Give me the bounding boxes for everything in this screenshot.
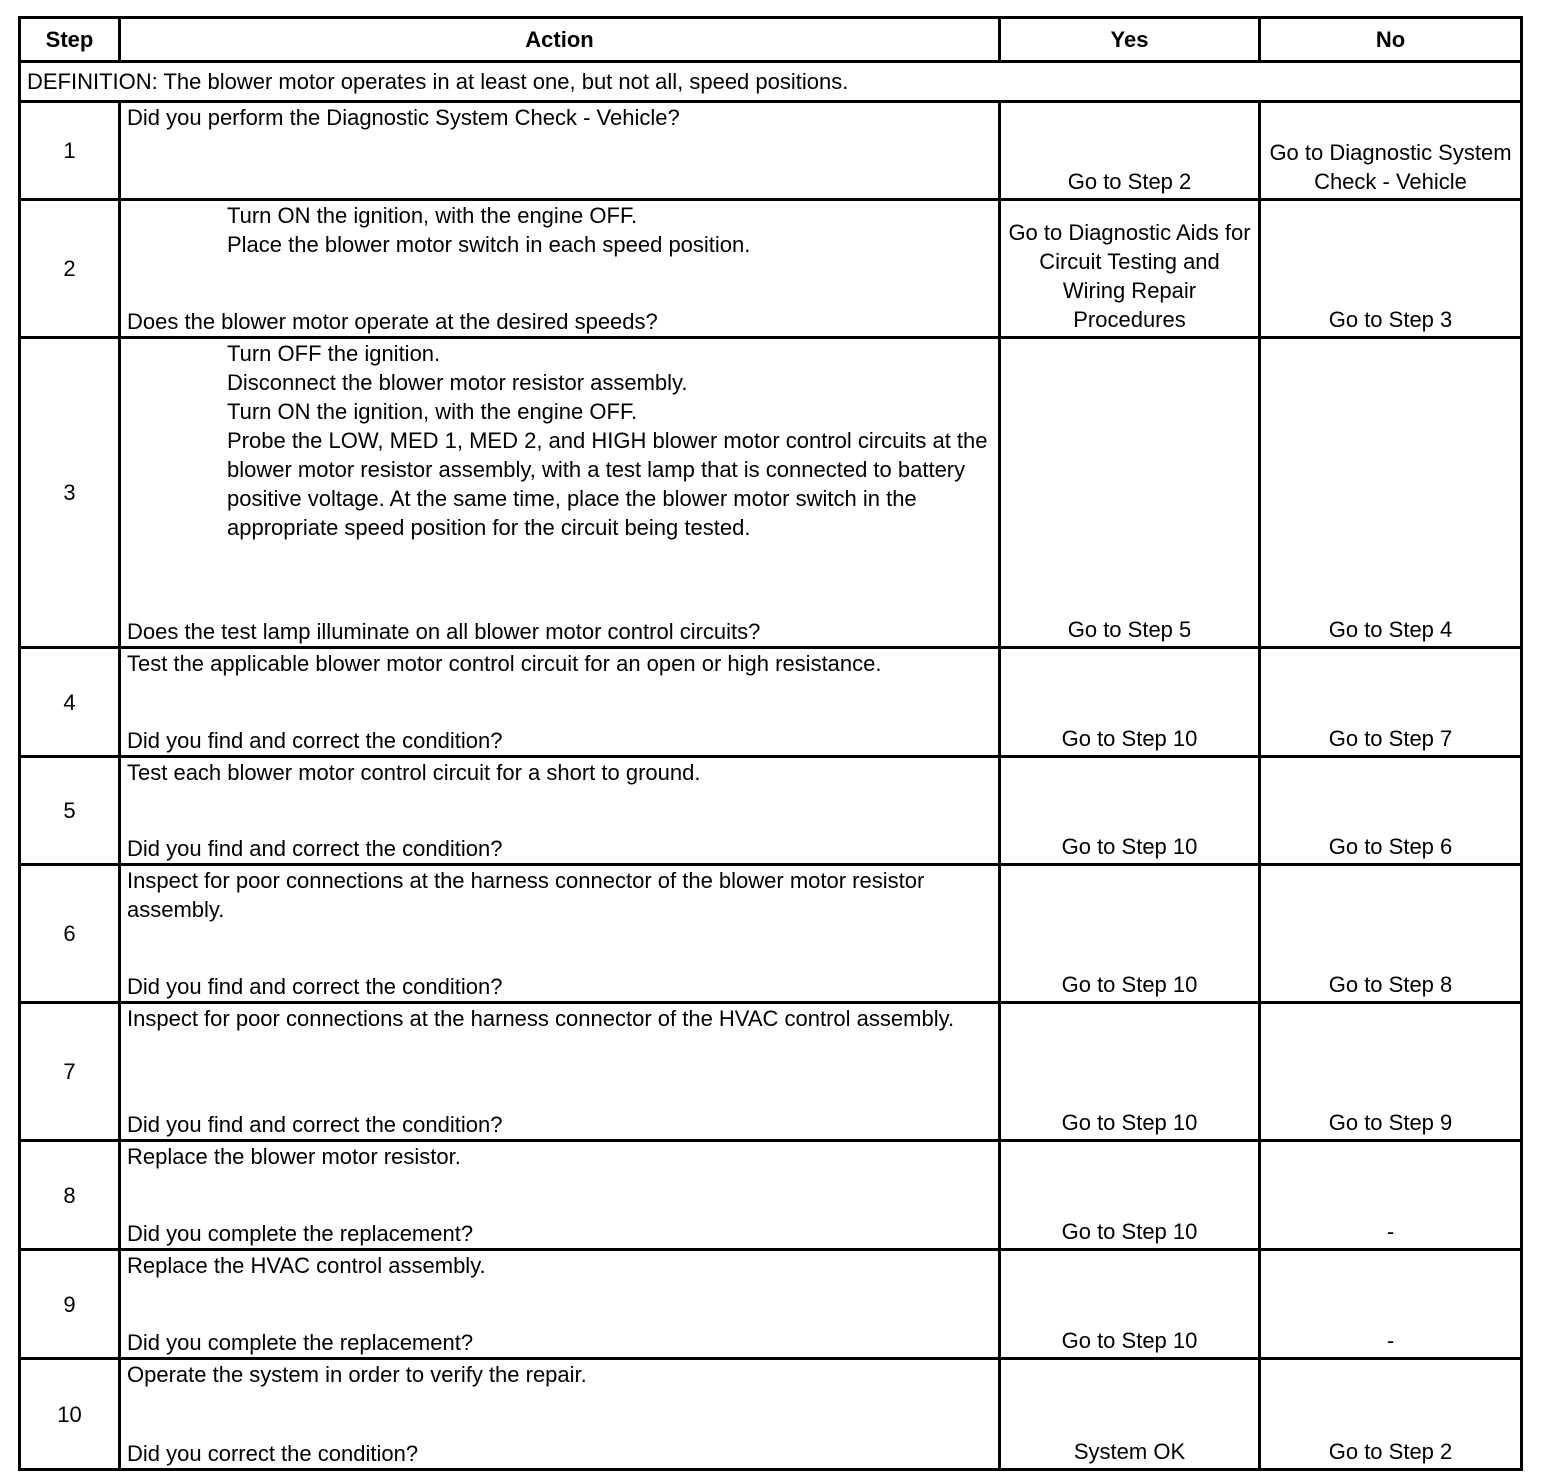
action-cell	[120, 102, 1000, 200]
action-cell	[120, 648, 1000, 757]
action-instructions	[127, 866, 992, 924]
instruction-text: Inspect for poor connections at the harness connector of the blower motor resistor assembly.	[127, 868, 925, 922]
action-question: Did you find and correct the condition?	[127, 728, 503, 753]
action-content	[127, 103, 992, 198]
table-row	[20, 1250, 1522, 1359]
yes-result: Go to Step 10	[1000, 1003, 1260, 1141]
no-result: -	[1260, 1250, 1522, 1359]
table-row	[20, 200, 1522, 338]
table-row	[20, 102, 1522, 200]
yes-result: Go to Step 10	[1000, 648, 1260, 757]
header-row	[20, 18, 1522, 62]
step-number: 3	[20, 338, 120, 648]
action-cell	[120, 1141, 1000, 1250]
instruction-step: Disconnect the blower motor resistor assembly.	[227, 370, 688, 395]
header-action: Action	[120, 18, 1000, 62]
action-question: Did you perform the Diagnostic System Check - Vehicle?	[127, 105, 680, 130]
action-cell	[120, 338, 1000, 648]
yes-result: Go to Step 10	[1000, 757, 1260, 865]
action-instructions	[127, 1004, 992, 1033]
no-result: Go to Step 3	[1260, 200, 1522, 338]
definition-text: DEFINITION: The blower motor operates in at least one, but not all, speed positions.	[20, 62, 1522, 102]
table-row	[20, 338, 1522, 648]
header-no: No	[1260, 18, 1522, 62]
no-result: Go to Step 4	[1260, 338, 1522, 648]
action-instructions	[127, 201, 992, 259]
diagnostic-table	[18, 16, 1523, 1471]
table-row	[20, 1359, 1522, 1470]
action-question: Did you find and correct the condition?	[127, 974, 503, 999]
no-result: Go to Diagnostic System Check - Vehicle	[1260, 102, 1522, 200]
action-content	[127, 1004, 992, 1139]
instruction-text: Replace the HVAC control assembly.	[127, 1253, 486, 1278]
action-instructions	[127, 103, 992, 132]
table-row	[20, 865, 1522, 1003]
step-number: 8	[20, 1141, 120, 1250]
action-content	[127, 339, 992, 646]
no-result: Go to Step 7	[1260, 648, 1522, 757]
action-question: Did you find and correct the condition?	[127, 1112, 503, 1137]
instruction-text: Operate the system in order to verify the repair.	[127, 1362, 587, 1387]
step-number: 1	[20, 102, 120, 200]
action-content	[127, 866, 992, 1001]
action-cell	[120, 1003, 1000, 1141]
action-question: Did you complete the replacement?	[127, 1221, 474, 1246]
yes-result: Go to Step 10	[1000, 1141, 1260, 1250]
action-content	[127, 649, 992, 755]
yes-result: Go to Step 2	[1000, 102, 1260, 200]
step-number: 6	[20, 865, 120, 1003]
yes-result: Go to Diagnostic Aids for Circuit Testing and Wiring Repair Procedures	[1000, 200, 1260, 338]
action-question: Does the test lamp illuminate on all blower motor control circuits?	[127, 619, 761, 644]
action-content	[127, 1251, 992, 1357]
table-row	[20, 757, 1522, 865]
table-row	[20, 648, 1522, 757]
instruction-step: Turn ON the ignition, with the engine OFF.	[227, 399, 638, 424]
step-number: 4	[20, 648, 120, 757]
instruction-text: Replace the blower motor resistor.	[127, 1144, 461, 1169]
action-question: Did you find and correct the condition?	[127, 836, 503, 861]
no-result: Go to Step 2	[1260, 1359, 1522, 1470]
action-cell	[120, 757, 1000, 865]
instruction-text: Test each blower motor control circuit for a short to ground.	[127, 760, 701, 785]
action-instructions	[127, 339, 992, 542]
yes-result: Go to Step 5	[1000, 338, 1260, 648]
action-content	[127, 758, 992, 863]
instruction-step: Place the blower motor switch in each speed position.	[227, 232, 751, 257]
action-question: Did you complete the replacement?	[127, 1330, 474, 1355]
instruction-step: Turn ON the ignition, with the engine OFF.	[227, 203, 638, 228]
yes-result: Go to Step 10	[1000, 865, 1260, 1003]
step-number: 10	[20, 1359, 120, 1470]
table-row	[20, 1141, 1522, 1250]
action-content	[127, 1360, 992, 1468]
action-question: Does the blower motor operate at the desired speeds?	[127, 309, 658, 334]
action-content	[127, 1142, 992, 1248]
action-instructions	[127, 758, 992, 787]
header-step: Step	[20, 18, 120, 62]
no-result: Go to Step 9	[1260, 1003, 1522, 1141]
instruction-step: Probe the LOW, MED 1, MED 2, and HIGH blower motor control circuits at the blower motor resistor assembly, with a test lamp that is connected to battery positive voltage. At the same time, place the blower motor switch in the appropriate speed position for the circuit being tested.	[227, 428, 988, 540]
step-number: 5	[20, 757, 120, 865]
no-result: Go to Step 6	[1260, 757, 1522, 865]
step-number: 9	[20, 1250, 120, 1359]
no-result: Go to Step 8	[1260, 865, 1522, 1003]
definition-row	[20, 62, 1522, 102]
action-question: Did you correct the condition?	[127, 1441, 419, 1466]
action-instructions	[127, 1251, 992, 1280]
no-result: -	[1260, 1141, 1522, 1250]
instruction-text: Test the applicable blower motor control circuit for an open or high resistance.	[127, 651, 882, 676]
action-cell	[120, 865, 1000, 1003]
action-content	[127, 201, 992, 336]
table-row	[20, 1003, 1522, 1141]
step-number: 7	[20, 1003, 120, 1141]
action-cell	[120, 1250, 1000, 1359]
header-yes: Yes	[1000, 18, 1260, 62]
action-instructions	[127, 649, 992, 678]
yes-result: System OK	[1000, 1359, 1260, 1470]
action-instructions	[127, 1360, 992, 1389]
action-cell	[120, 200, 1000, 338]
instruction-step: Turn OFF the ignition.	[227, 341, 441, 366]
step-number: 2	[20, 200, 120, 338]
action-cell	[120, 1359, 1000, 1470]
instruction-text: Inspect for poor connections at the harness connector of the HVAC control assembly.	[127, 1006, 955, 1031]
action-instructions	[127, 1142, 992, 1171]
yes-result: Go to Step 10	[1000, 1250, 1260, 1359]
